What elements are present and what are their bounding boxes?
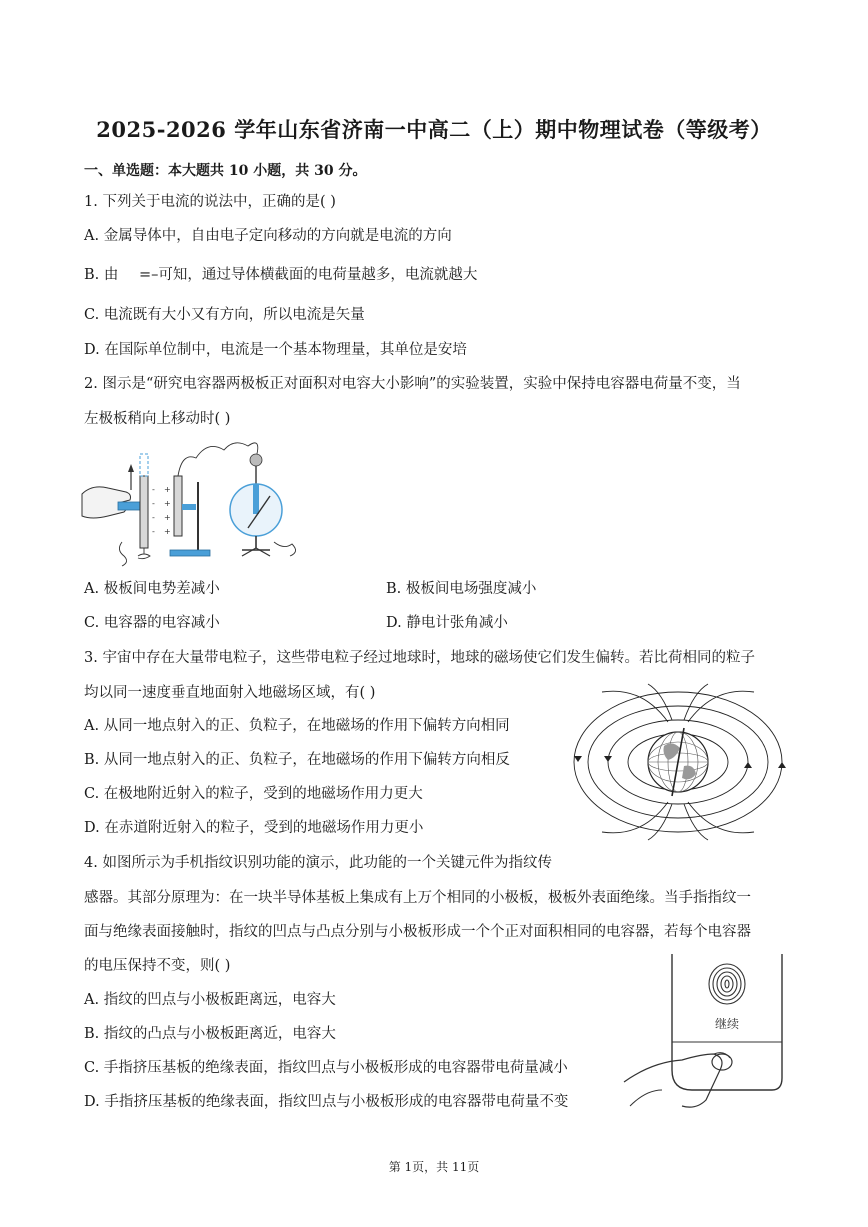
fingerprint-phone-figure — [622, 950, 788, 1112]
q1-stem: 1. 下列关于电流的说法中，正确的是( ) — [84, 194, 336, 210]
fingerprint-label: 继续 — [714, 1017, 740, 1031]
q1-option-b-suffix: 可知，通过导体横截面的电荷量越多，电流就越大 — [158, 267, 478, 283]
q2-option-a: A. 极板间电势差减小 — [84, 581, 220, 597]
q2-option-b: B. 极板间电场强度减小 — [386, 581, 537, 597]
q4-option-c: C. 手指挤压基板的绝缘表面，指纹凹点与小极板形成的电容器带电荷量减小 — [84, 1060, 568, 1076]
q4-stem-1: 4. 如图所示为手机指纹识别功能的演示，此功能的一个关键元件为指纹传 — [84, 855, 552, 871]
earth-magnetic-field-figure — [572, 682, 788, 842]
svg-text:-: - — [152, 513, 155, 522]
q4-stem-2: 感器。其部分原理为：在一块半导体基板上集成有上万个相同的小极板，极板外表面绝缘。当手指指纹一 — [84, 890, 751, 906]
svg-text:+: + — [164, 513, 171, 522]
capacitor-experiment-figure — [78, 432, 308, 570]
svg-text:-: - — [152, 499, 155, 508]
section-heading: 一、单选题：本大题共 10 小题，共 30 分。 — [84, 163, 367, 179]
q3-option-a: A. 从同一地点射入的正、负粒子，在地磁场的作用下偏转方向相同 — [84, 718, 510, 734]
q3-option-b: B. 从同一地点射入的正、负粒子，在地磁场的作用下偏转方向相反 — [84, 752, 510, 768]
q4-option-a: A. 指纹的凹点与小极板距离远，电容大 — [84, 992, 336, 1008]
q3-stem-1: 3. 宇宙中存在大量带电粒子，这些带电粒子经过地球时，地球的磁场使它们发生偏转。若比荷相同的粒子 — [84, 650, 755, 666]
q1-option-d: D. 在国际单位制中，电流是一个基本物理量，其单位是安培 — [84, 342, 467, 358]
q1-option-c: C. 电流既有大小又有方向，所以电流是矢量 — [84, 307, 365, 323]
page-title: 2025-2026 学年山东省济南一中高二（上）期中物理试卷（等级考） — [96, 117, 772, 142]
q4-option-d: D. 手指挤压基板的绝缘表面，指纹凹点与小极板形成的电容器带电荷量不变 — [84, 1094, 569, 1110]
q2-option-d: D. 静电计张角减小 — [386, 615, 508, 631]
q2-option-c: C. 电容器的电容减小 — [84, 615, 220, 631]
q3-stem-2: 均以同一速度垂直地面射入地磁场区域，有( ) — [84, 685, 376, 701]
q4-option-b: B. 指纹的凸点与小极板距离近，电容大 — [84, 1026, 336, 1042]
svg-text:+: + — [164, 527, 171, 536]
svg-text:-: - — [152, 485, 155, 494]
svg-text:-: - — [152, 527, 155, 536]
svg-text:+: + — [164, 499, 171, 508]
q1-option-b — [84, 265, 477, 285]
formula: =– — [138, 267, 159, 283]
svg-text:+: + — [164, 485, 171, 494]
q4-stem-3: 面与绝缘表面接触时，指纹的凹点与凸点分别与小极板形成一个个正对面积相同的电容器，若每个电容器 — [84, 924, 751, 940]
q3-option-c: C. 在极地附近射入的粒子，受到的地磁场作用力更大 — [84, 786, 423, 802]
page-footer: 第 1页，共 11页 — [388, 1160, 480, 1174]
q3-option-d: D. 在赤道附近射入的粒子，受到的地磁场作用力更小 — [84, 820, 424, 836]
q1-option-a: A. 金属导体中，自由电子定向移动的方向就是电流的方向 — [84, 228, 452, 244]
q1-option-b-prefix: B. 由 — [84, 267, 119, 283]
q4-stem-4: 的电压保持不变，则( ) — [84, 958, 231, 974]
q2-stem-1: 2. 图示是“研究电容器两极板正对面积对电容大小影响”的实验装置，实验中保持电容器电荷量不变，当 — [84, 376, 741, 392]
q2-stem-2: 左极板稍向上移动时( ) — [84, 411, 231, 427]
